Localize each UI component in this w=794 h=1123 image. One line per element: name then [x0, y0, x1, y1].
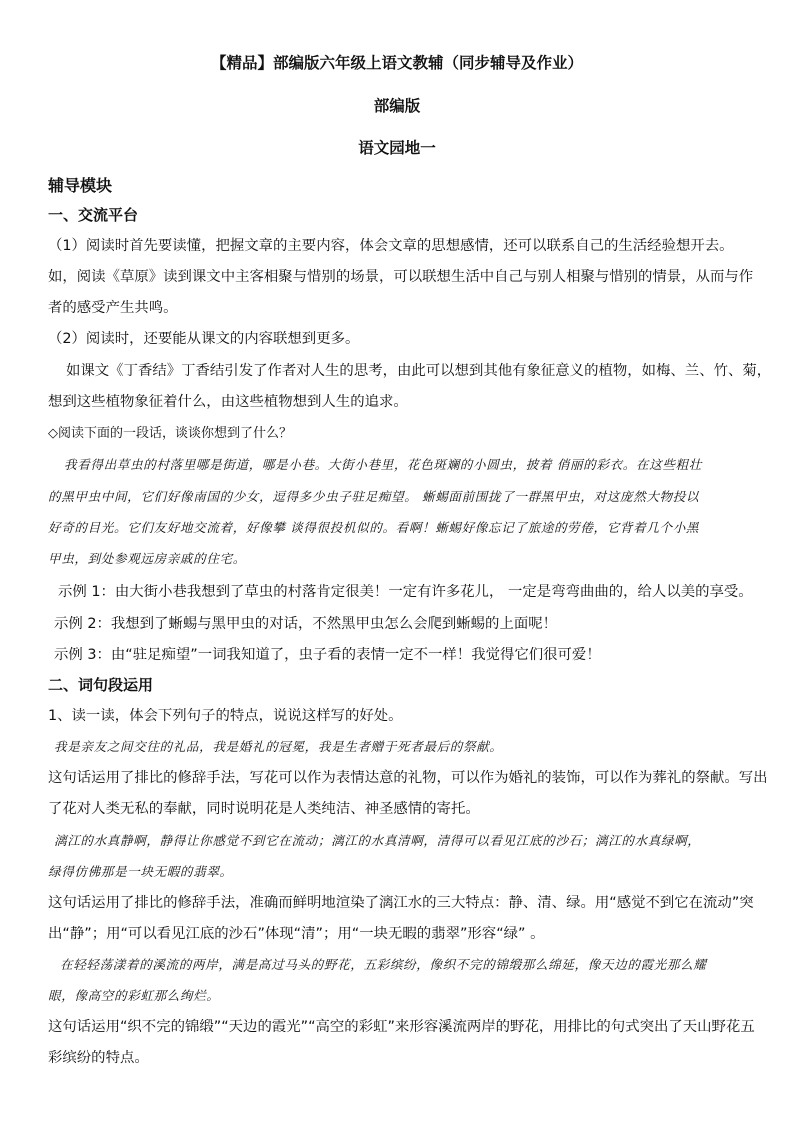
passage-line-2: 的黑甲虫中间，它们好像南国的少女，逗得多少虫子驻足痴望。 蜥蜴面前围拢了一群黑甲虫，对这庞然大物投以	[48, 489, 700, 504]
example-1: 示例 1：由大街小巷我想到了草虫的村落肯定很美！一定有许多花儿， 一定是弯弯曲曲的，给人以美的享受。	[58, 584, 753, 600]
question-1: 1、读一读，体会下列句子的特点，说说这样写的好处。	[48, 708, 403, 724]
sentence-3-line1: 在轻轻荡漾着的溪流的两岸，满是高过马头的野花，五彩缤纷，像织不完的锦缎那么绵延，像天边的霞光那么耀	[60, 957, 707, 972]
section1-heading: 一、交流平台	[48, 206, 139, 224]
section1-paragraph-1: （1）阅读时首先要读懂，把握文章的主要内容，体会文章的思想感情，还可以联系自己的生活经验想开去。	[48, 238, 734, 254]
answer-3-line2: 彩缤纷的特点。	[48, 1050, 149, 1066]
document-title: 【精品】部编版六年级上语文教辅（同步辅导及作业）	[210, 54, 583, 72]
answer-1-line1: 这句话运用了排比的修辞手法，写花可以作为表情达意的礼物，可以作为婚礼的装饰，可以作为葬礼的祭献。写出	[48, 770, 768, 786]
sentence-3-line2: 眼，像高空的彩虹那么绚烂。	[48, 988, 220, 1003]
answer-1-line2: 了花对人类无私的奉献，同时说明花是人类纯洁、神圣感情的寄托。	[48, 801, 480, 817]
answer-2-line1: 这句话运用了排比的修辞手法，准确而鲜明地渲染了漓江水的三大特点：静、清、绿。用“感觉不到它在流动”突	[48, 895, 754, 911]
section1-paragraph-3: （2）阅读时，还要能从课文的内容联想到更多。	[48, 331, 360, 347]
example-3: 示例 3：由“驻足痴望”一词我知道了，虫子看的表情一定不一样！我觉得它们很可爱！	[54, 647, 601, 663]
section1-paragraph-4-line1: 如课文《丁香结》丁香结引发了作者对人生的思考，由此可以想到其他有象征意义的植物，如梅、兰、竹、菊，	[66, 363, 772, 379]
section1-paragraph-4-line2: 想到这些植物象征着什么，由这些植物想到人生的追求。	[48, 394, 408, 410]
sentence-2-line2: 绿得仿佛那是一块无暇的翡翠。	[48, 864, 233, 879]
sentence-1: 我是亲友之间交往的礼品，我是婚礼的冠冕，我是生者赠于死者最后的祭献。	[54, 739, 503, 754]
passage-line-1: 我看得出草虫的村落里哪是街道，哪是小巷。大街小巷里，花色斑斓的小圆虫，披着 俏丽的彩衣。在这些粗壮	[64, 457, 702, 472]
passage-line-4: 甲虫，到处参观远房亲戚的住宅。	[48, 551, 246, 566]
answer-3-line1: 这句话运用“织不完的锦缎”“天边的霞光”“高空的彩虹”来形容溪流两岸的野花，用排比的句式突出了天山野花五	[48, 1019, 755, 1035]
section1-paragraph-2-line1: 如，阅读《草原》读到课文中主客相聚与惜别的场景，可以联想生活中自己与别人相聚与惜别的情景，从而与作	[48, 269, 754, 285]
reading-prompt: ◇阅读下面的一段话，谈谈你想到了什么？	[48, 426, 292, 441]
section2-heading: 二、词句段运用	[48, 676, 154, 694]
answer-2-line2: 出“静”；用“可以看见江底的沙石”体现“清”；用“一块无暇的翡翠”形容“绿” 。	[48, 926, 545, 942]
unit-title: 语文园地一	[358, 139, 436, 157]
sentence-2-line1: 漓江的水真静啊，静得让你感觉不到它在流动；漓江的水真清啊，清得可以看见江底的沙石；漓江的水真绿啊，	[54, 833, 701, 848]
module-heading: 辅导模块	[48, 176, 113, 195]
passage-line-3: 好奇的目光。它们友好地交流着，好像攀 谈得很投机似的。看啊！蜥蜴好像忘记了旅途的劳倦，它背着几个小黑	[48, 520, 700, 535]
example-2: 示例 2：我想到了蜥蜴与黑甲虫的对话，不然黑甲虫怎么会爬到蜥蜴的上面呢！	[54, 616, 558, 632]
document-subtitle: 部编版	[373, 97, 421, 115]
section1-paragraph-2-line2: 者的感受产生共鸣。	[48, 300, 178, 316]
